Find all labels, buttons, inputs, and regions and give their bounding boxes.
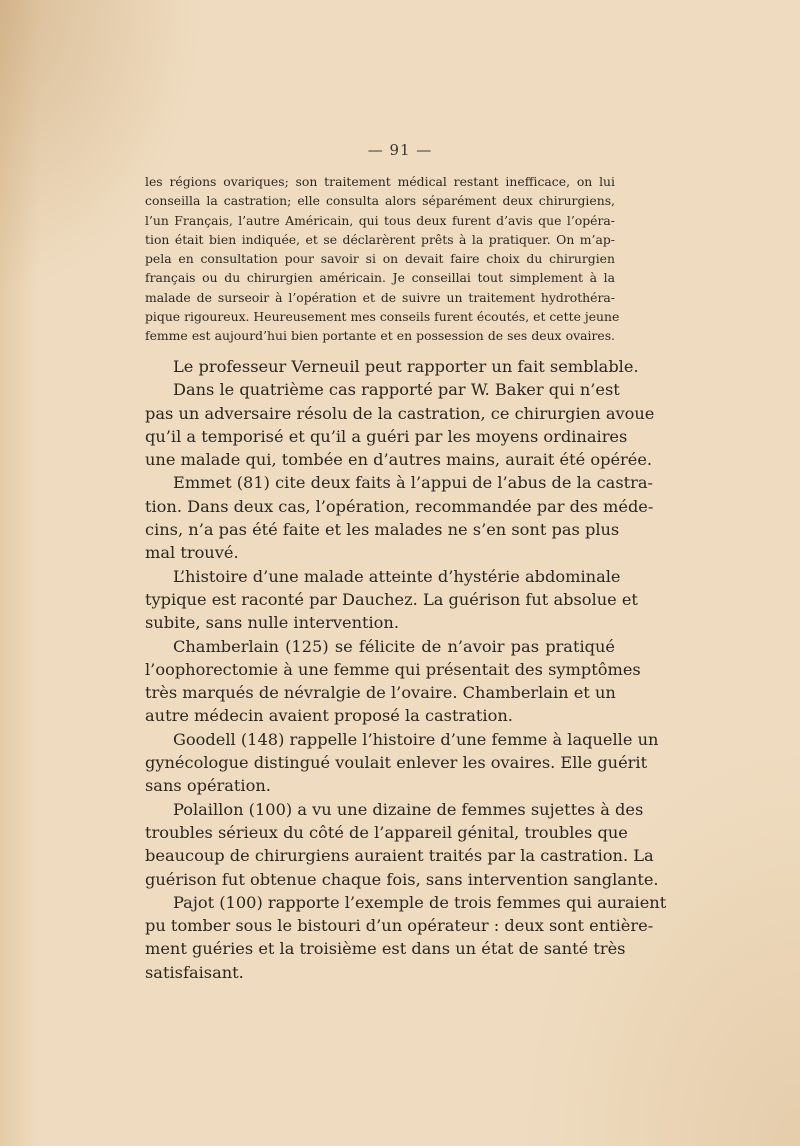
body-line: satisfaisant. — [145, 962, 244, 982]
footnote-paragraph — [145, 172, 620, 346]
page-number: — 91 — — [367, 141, 433, 159]
body-line: pu tomber sous le bistouri d’un opérateur : deux sont entière- — [145, 916, 654, 936]
body-line: Chamberlain (125) se félicite de n’avoir pas pratiqué — [173, 636, 615, 656]
body-line: qu’il a temporisé et qu’il a guéri par les moyens ordinaires — [145, 426, 628, 446]
body-line: une malade qui, tombée en d’autres mains, aurait été opérée. — [145, 450, 653, 470]
footnote-line: pique rigoureux. Heureusement mes conseils furent écoutés, et cette jeune — [145, 309, 620, 325]
body-line: pas un adversaire résolu de la castration, ce chirurgien avoue — [145, 403, 655, 423]
body-line: guérison fut obtenue chaque fois, sans intervention sanglante. — [145, 869, 659, 889]
body-line: cins, n’a pas été faite et les malades ne s’en sont pas plus — [145, 520, 620, 540]
footnote-line: pela en consultation pour savoir si on devait faire choix du chirurgien — [145, 251, 615, 267]
body-text — [145, 355, 667, 984]
body-line: Le professeur Verneuil peut rapporter un fait semblable. — [173, 357, 639, 376]
body-line: mal trouvé. — [145, 543, 239, 563]
body-line: troubles sérieux du côté de l’appareil génital, troubles que — [145, 822, 628, 842]
body-line: très marqués de névralgie de l’ovaire. Chamberlain et un — [145, 683, 616, 703]
body-line: sans opération. — [145, 776, 271, 796]
body-line: Polaillon (100) a vu une dizaine de femmes sujettes à des — [173, 799, 644, 819]
body-line: gynécologue distingué voulait enlever les ovaires. Elle guérit — [145, 753, 648, 773]
body-line: ment guéries et la troisième est dans un état de santé très — [145, 939, 626, 959]
footnote-line: français ou du chirurgien américain. Je conseillai tout simplement à la — [145, 270, 615, 286]
footnote-line: les régions ovariques; son traitement médical restant inefficace, on lui — [145, 174, 615, 189]
body-line: typique est raconté par Dauchez. La guérison fut absolue et — [145, 589, 638, 609]
body-line: Dans le quatrième cas rapporté par W. Baker qui n’est — [173, 380, 620, 400]
footnote-line: conseilla la castration; elle consulta alors séparément deux chirurgiens, — [145, 193, 615, 209]
body-line: autre médecin avaient proposé la castration. — [145, 706, 513, 726]
body-line: beaucoup de chirurgiens auraient traités par la castration. La — [145, 846, 654, 866]
body-line: Goodell (148) rappelle l’histoire d’une femme à laquelle un — [173, 729, 659, 749]
body-line: subite, sans nulle intervention. — [145, 613, 399, 633]
footnote-line: malade de surseoir à l’opération et de suivre un traitement hydrothéra- — [145, 289, 615, 305]
body-line: Emmet (81) cite deux faits à l’appui de l’abus de la castra- — [173, 473, 654, 493]
footnote-line: l’un Français, l’autre Américain, qui tous deux furent d’avis que l’opéra- — [145, 212, 615, 228]
body-line: Pajot (100) rapporte l’exemple de trois femmes qui auraient — [173, 892, 667, 912]
body-line: L’histoire d’une malade atteinte d’hystérie abdominale — [173, 566, 621, 586]
footnote-line: femme est aujourd’hui bien portante et en possession de ses deux ovaires. — [145, 328, 615, 344]
footnote-line: tion était bien indiquée, et se déclarèrent prêts à la pratiquer. On m’ap- — [145, 231, 615, 247]
body-line: l’oophorectomie à une femme qui présentait des symptômes — [145, 659, 641, 679]
body-line: tion. Dans deux cas, l’opération, recommandée par des méde- — [145, 496, 654, 516]
